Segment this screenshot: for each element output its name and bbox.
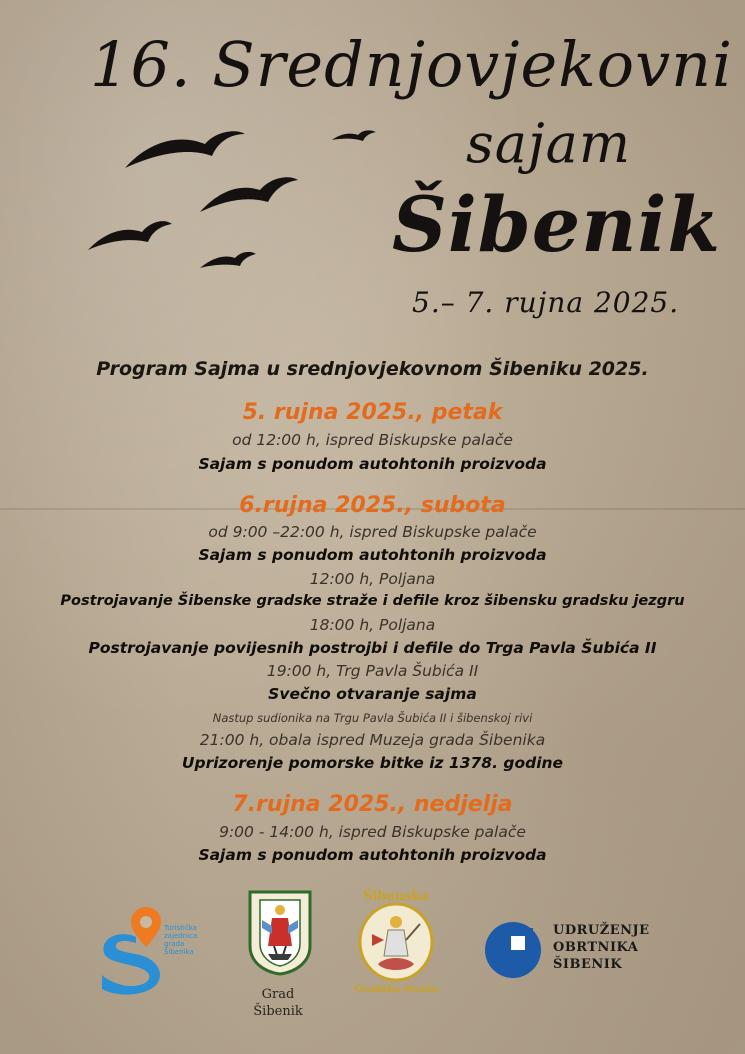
straza-bottom-text: Gradska straža [354,984,438,995]
day2-time5: 21:00 h, obala ispred Muzeja grada Šibenika [199,731,546,749]
day2-time1: od 9:00 –22:00 h, ispred Biskupske palače [208,523,537,541]
title-line-2: sajam [466,112,632,175]
day2-time4: 19:00 h, Trg Pavla Šubića II [266,662,479,680]
title-line-1: 16. Srednjovjekovni [90,28,733,101]
uob-label [553,922,650,973]
straza-top-text: Šibenska [363,889,429,904]
day2-note4: Nastup sudionika na Trgu Pavla Šubića II i šibenskoj rivi [212,711,533,725]
title-line-3: Šibenik [392,180,722,269]
tz-logo-text [164,924,197,956]
day1-act1: Sajam s ponudom autohtonih proizvoda [198,455,547,473]
uob-line-3: ŠIBENIK [553,957,623,972]
udruzenje-obrtnika-logo [485,922,541,978]
day2-time2: 12:00 h, Poljana [309,570,436,588]
grad-line-2: Šibenik [253,1004,303,1019]
day1-date: 5. rujna 2025., petak [242,400,503,425]
bird-icon [88,221,172,250]
grad-line-1: Grad [261,987,295,1002]
bird-icon [200,177,298,212]
bird-icon [125,131,245,168]
tz-sibenik-logo [96,905,166,997]
uob-line-1: UDRUŽENJE [553,923,650,938]
bird-icon [332,130,376,141]
day3-time1: 9:00 - 14:00 h, ispred Biskupske palače [219,823,526,841]
tz-line-3: grada [164,940,185,948]
day2-act1: Sajam s ponudom autohtonih proizvoda [198,546,547,564]
tz-line-4: Šibenika [164,948,194,956]
day2-time3: 18:00 h, Poljana [309,616,436,634]
event-dates: 5.– 7. rujna 2025. [412,286,680,319]
grad-sibenik-label [238,986,318,1020]
tz-line-1: Turistička [164,924,197,932]
program-title: Program Sajma u srednjovjekovnom Šibeniku 2025. [96,358,649,380]
day3-date: 7.rujna 2025., nedjelja [232,792,513,817]
day2-act4: Svečno otvaranje sajma [268,685,477,703]
day2-act2: Postrojavanje Šibenske gradske straže i defile kroz šibensku gradsku jezgru [60,593,685,609]
gradska-straza-seal [350,884,442,996]
tz-line-2: zajednica [164,932,198,940]
day2-act3: Postrojavanje povijesnih postrojbi i defile do Trga Pavla Šubića II [88,639,657,657]
grad-sibenik-coat-of-arms [248,890,312,976]
day3-act1: Sajam s ponudom autohtonih proizvoda [198,846,547,864]
birds-illustration [80,120,400,290]
day2-act5: Uprizorenje pomorske bitke iz 1378. godine [181,754,564,772]
day2-date: 6.rujna 2025., subota [239,493,506,518]
bird-icon [200,252,256,268]
uob-line-2: OBRTNIKA [553,940,639,955]
day1-time1: od 12:00 h, ispred Biskupske palače [232,431,513,449]
